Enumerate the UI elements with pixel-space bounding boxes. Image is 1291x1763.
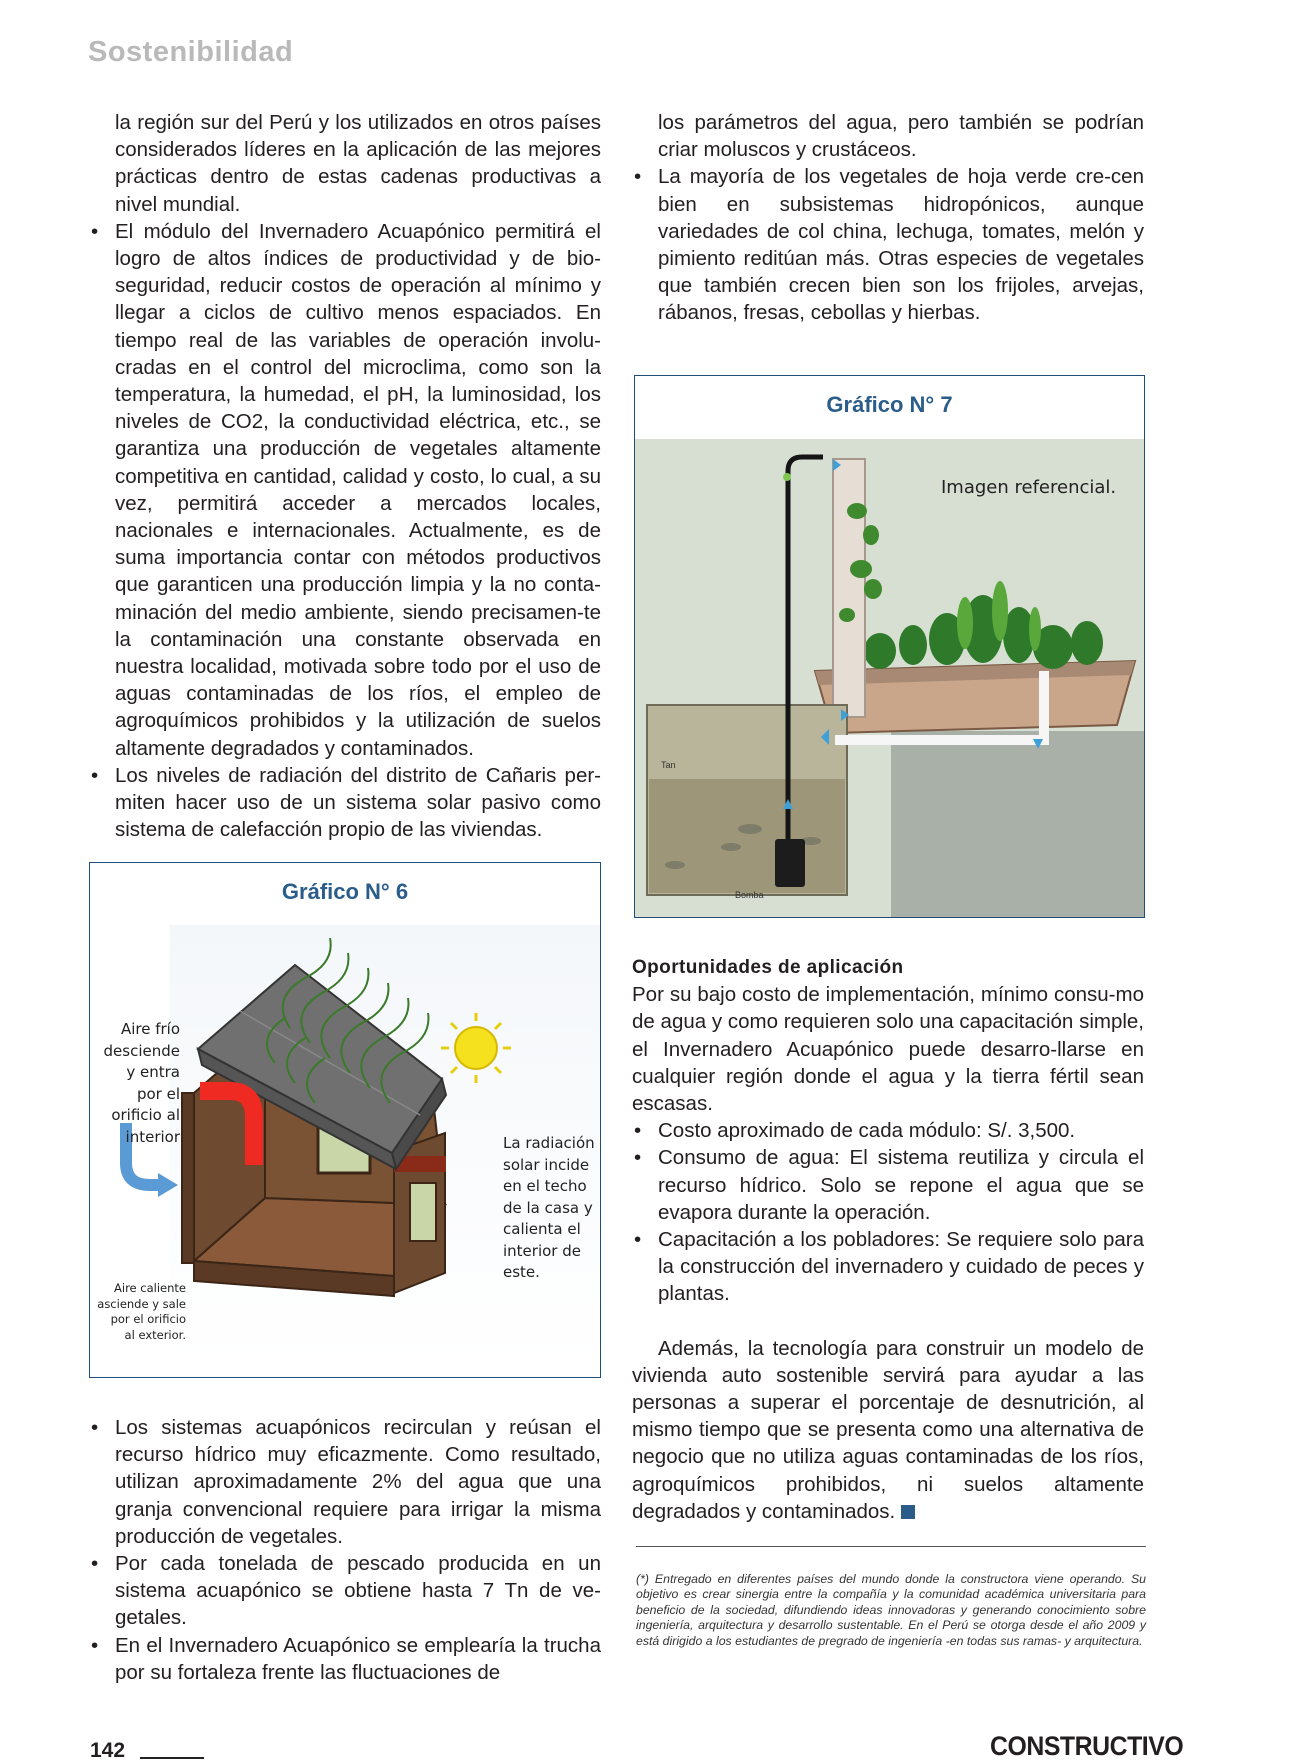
figure-7-title: Gráfico N° 7	[826, 392, 953, 417]
figure-7-caption: Imagen referencial.	[941, 477, 1117, 498]
label-tank: Tan	[661, 760, 676, 770]
list-item: • Los sistemas acuapónicos recirculan y reúsan el recurso hídrico muy eficazmente. Como resultado, utilizan aproximadamente 2% del agua que una granja convencional requiere para irrigar la misma producción de vegetales.	[89, 1414, 601, 1550]
left-bullet-list-top	[89, 218, 601, 844]
aquaponic-system-illustration	[635, 439, 1144, 917]
figure-7	[634, 375, 1145, 918]
footnote: (*) Entregado en diferentes países del mundo donde la constructora viene operando. Su objetivo es crear sinergia entre la compañía y la comunidad académica universitaria para beneficio de la sociedad, difundiendo ideas innovadoras y generando conocimiento sobre ingeniería, arquitectura y desarrollo sustentable. En el Perú se otorga desde el año 2009 y está dirigido a los estudiantes de pregrado de ingeniería -en todas sus ramas- y arquitectura.	[636, 1572, 1146, 1648]
label-hot-air	[90, 1281, 186, 1343]
section-title: Sostenibilidad	[88, 36, 294, 68]
right-bullet-list-top	[632, 163, 1144, 326]
label-cold-air	[90, 1019, 180, 1148]
intro-continuation: la región sur del Perú y los utilizados en otros países considerados líderes en la aplicación de las mejores prácticas dentro de estas cadenas productivas a nivel mundial.	[115, 111, 601, 216]
label-line: en el techo	[503, 1177, 587, 1195]
closing-text: Además, la tecnología para construir un modelo de vivienda auto sostenible servirá para ayudar a las personas a superar el porcentaje de desnutrición, al mismo tiempo que se presenta como una alternativa de negocio que no utiliza aguas contaminadas de los ríos, agroquímicos prohibidos, ni suelos altamente degradados y contaminados.	[632, 1336, 1144, 1523]
right-continuation: los parámetros del agua, pero también se podrían criar moluscos y crustáceos.	[658, 111, 1144, 162]
right-column-bottom	[632, 954, 1144, 1525]
label-line: desciende	[103, 1041, 180, 1060]
footnote-divider	[636, 1546, 1146, 1547]
label-line: al exterior.	[124, 1327, 186, 1342]
label-line: La radiación	[503, 1134, 595, 1152]
label-line: y entra	[126, 1063, 180, 1081]
page-number-rule	[140, 1757, 204, 1759]
list-item: • La mayoría de los vegetales de hoja verde cre-cen bien en subsistemas hidropónicos, aunque variedades de col china, lechuga, tomates, melón y pimiento reditúan más. Otras especies de vegetales que también crecen bien son los frijoles, arvejas, rábanos, fresas, cebollas y hierbas.	[632, 163, 1144, 326]
list-item: • Costo aproximado de cada módulo: S/. 3,500.	[632, 1117, 1144, 1144]
end-mark-icon	[901, 1505, 915, 1519]
label-line: por el orificio	[110, 1312, 186, 1326]
section-intro: Por su bajo costo de implementación, mínimo consu-mo de agua y como requieren solo una capacitación simple, el Invernadero Acuapónico puede desarro-llarse en cualquier región donde el agua y la tierra fértil sean escasas.	[632, 983, 1144, 1116]
left-column-bottom	[89, 1414, 601, 1686]
label-line: orificio al	[111, 1106, 180, 1124]
right-bullet-list-section	[632, 1117, 1144, 1307]
list-item: • Consumo de agua: El sistema reutiliza y circula el recurso hídrico. Solo se repone el agua que se evapora durante la operación.	[632, 1144, 1144, 1226]
left-bullet-list-bottom	[89, 1414, 601, 1686]
label-line: interior de	[503, 1241, 581, 1260]
left-column-top	[89, 109, 601, 843]
label-line: interior	[125, 1127, 180, 1146]
list-item: • El módulo del Invernadero Acuapónico permitirá el logro de altos índices de productividad y de bio-seguridad, reducir costos de operación al mínimo y llegar a ciclos de cultivo menos espaciados. En tiempo real de las variables de operación involu-cradas en el control del microclima, como son la temperatura, la humedad, el pH, la luminosidad, los niveles de CO2, la conductividad eléctrica, etc., se garantiza una producción de vegetales altamente competitiva en cantidad, calidad y costo, lo cual, a su vez, permitirá acceder a mercados locales, nacionales e internacionales. Actualmente, es de suma importancia contar con métodos productivos que garanticen una producción limpia y la no conta-minación del medio ambiente, siendo precisamen-te la contaminación una constante observada en nuestra localidad, motivada sobre todo por el uso de aguas contaminadas de los ríos, el empleo de agroquímicos prohibidos y la utilización de suelos altamente degradados y contaminados.	[89, 218, 601, 762]
label-line: asciende y sale	[97, 1296, 186, 1311]
list-item: • Por cada tonelada de pescado producida en un sistema acuapónico se obtiene hasta 7 Tn de ve-getales.	[89, 1550, 601, 1632]
label-radiation	[503, 1133, 599, 1284]
label-line: por el	[136, 1084, 180, 1103]
label-line: de la casa y	[503, 1198, 593, 1217]
label-pump: Bomba	[735, 890, 764, 900]
label-line: calienta el	[503, 1220, 581, 1238]
closing-paragraph	[632, 1335, 1144, 1525]
figure-6-title: Gráfico N° 6	[281, 879, 409, 904]
list-item: • Los niveles de radiación del distrito de Cañaris per-miten hacer uso de un sistema solar pasivo como sistema de calefacción propio de las viviendas.	[89, 762, 601, 844]
label-line: este.	[503, 1263, 540, 1281]
label-line: Aire caliente	[114, 1281, 186, 1295]
brand-logo: CONSTRUCTIVO	[990, 1731, 1184, 1761]
label-line: Aire frío	[120, 1020, 180, 1038]
list-item: • En el Invernadero Acuapónico se emplearía la trucha por su fortaleza frente las fluctuaciones de	[89, 1632, 601, 1686]
label-line: solar incide	[503, 1155, 590, 1174]
right-column-top	[632, 109, 1144, 327]
list-item: • Capacitación a los pobladores: Se requiere solo para la construcción del invernadero y cuidado de peces y plantas.	[632, 1226, 1144, 1308]
section-heading: Oportunidades de aplicación	[632, 957, 904, 978]
page-number: 142	[90, 1739, 126, 1762]
figure-6	[89, 862, 601, 1378]
